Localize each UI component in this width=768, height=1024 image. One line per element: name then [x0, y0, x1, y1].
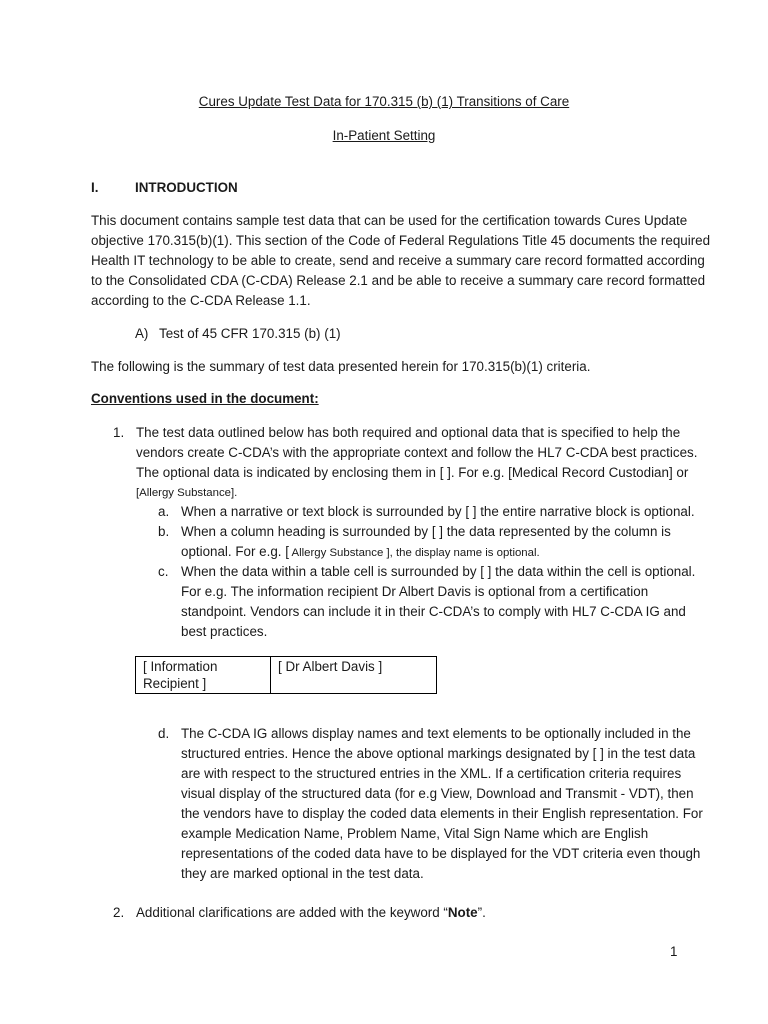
intro-line: according to the C-CDA Release 1.1. [91, 293, 311, 308]
sub-c-line: standpoint. Vendors can include it in their C-CDA’s to comply with HL7 C-CDA IG and [181, 604, 686, 619]
section-number: I. [91, 180, 99, 195]
sub-b-line [181, 542, 671, 563]
document-subtitle: In-Patient Setting [332, 128, 436, 143]
item-1-number: 1. [113, 425, 125, 440]
item-2-text [136, 903, 486, 923]
sub-b-text [181, 522, 671, 563]
item-1-line: The test data outlined below has both required and optional data that is specified to help the [136, 425, 681, 440]
test-item-marker: A) [135, 326, 149, 341]
sub-b-marker: b. [158, 524, 170, 539]
sub-c-line: best practices. [181, 624, 268, 639]
table-cell-label-line: [ Information [143, 659, 218, 674]
sub-d-line: representations of the coded data have to be displayed for the VDT criteria even though [181, 846, 701, 861]
sub-b-line-small: Allergy Substance ], the display name is optional. [288, 547, 540, 559]
sub-d-line: the vendors have to display the coded data elements in their English representation. For [181, 806, 703, 821]
table-cell-label-line: Recipient ] [143, 676, 207, 691]
summary-line: The following is the summary of test data presented herein for 170.315(b)(1) criteria. [91, 359, 591, 374]
sub-c-marker: c. [158, 564, 169, 579]
sub-d-line: structured entries. Hence the above optional markings designated by [ ] in the test data [181, 746, 696, 761]
item-2-suffix: ”. [477, 905, 486, 920]
item-1-line: The optional data is indicated by enclosing them in [ ]. For e.g. [Medical Record Custodian] or [136, 465, 689, 480]
table-cell-label [136, 657, 271, 694]
intro-line: to the Consolidated CDA (C-CDA) Release 2.1 and be able to receive a summary care record formatted [91, 273, 706, 288]
document-title: Cures Update Test Data for 170.315 (b) (1) Transitions of Care [198, 94, 570, 109]
item-1-line: [Allergy Substance]. [136, 487, 238, 499]
item-2-keyword: Note [447, 905, 478, 920]
sub-a-text: When a narrative or text block is surrounded by [ ] the entire narrative block is optional. [181, 504, 695, 519]
intro-line: Health IT technology to be able to create, send and receive a summary care record formatted according [91, 253, 705, 268]
sub-b-line-prefix: optional. For e.g. [ [181, 544, 289, 559]
item-1-line: vendors create C-CDA’s with the appropriate context and follow the HL7 C-CDA best practices. [136, 445, 698, 460]
sub-d-marker: d. [158, 726, 170, 741]
sub-d-text [181, 724, 703, 884]
table-row [136, 657, 437, 694]
intro-line: objective 170.315(b)(1). This section of the Code of Federal Regulations Title 45 documents the required [91, 233, 711, 248]
item-1-text [136, 423, 697, 503]
item-2-number: 2. [113, 905, 125, 920]
sub-c-text [181, 562, 695, 642]
sub-d-line: example Medication Name, Problem Name, Vital Sign Name which are English [181, 826, 649, 841]
sub-b-line: When a column heading is surrounded by [ ] the data represented by the column is [181, 524, 671, 539]
sub-d-line: are with respect to the structured entries in the XML. If a certification criteria requires [181, 766, 682, 781]
sub-d-line: they are marked optional in the test data. [181, 866, 424, 881]
sub-a-marker: a. [158, 504, 170, 519]
intro-line: This document contains sample test data that can be used for the certification towards Cures Update [91, 213, 688, 228]
intro-paragraph [91, 211, 710, 311]
conventions-heading: Conventions used in the document: [91, 391, 319, 406]
sub-d-line: The C-CDA IG allows display names and text elements to be optionally included in the [181, 726, 691, 741]
table-cell-value: [ Dr Albert Davis ] [271, 657, 437, 694]
example-table [135, 656, 437, 694]
section-heading: INTRODUCTION [135, 180, 238, 195]
sub-c-line: For e.g. The information recipient Dr Albert Davis is optional from a certification [181, 584, 649, 599]
test-item-text: Test of 45 CFR 170.315 (b) (1) [159, 326, 341, 341]
item-2-prefix: Additional clarifications are added with the keyword “ [136, 905, 448, 920]
page-number: 1 [670, 944, 678, 959]
sub-c-line: When the data within a table cell is surrounded by [ ] the data within the cell is optional. [181, 564, 696, 579]
sub-d-line: visual display of the structured data (for e.g View, Download and Transmit - VDT), then [181, 786, 694, 801]
